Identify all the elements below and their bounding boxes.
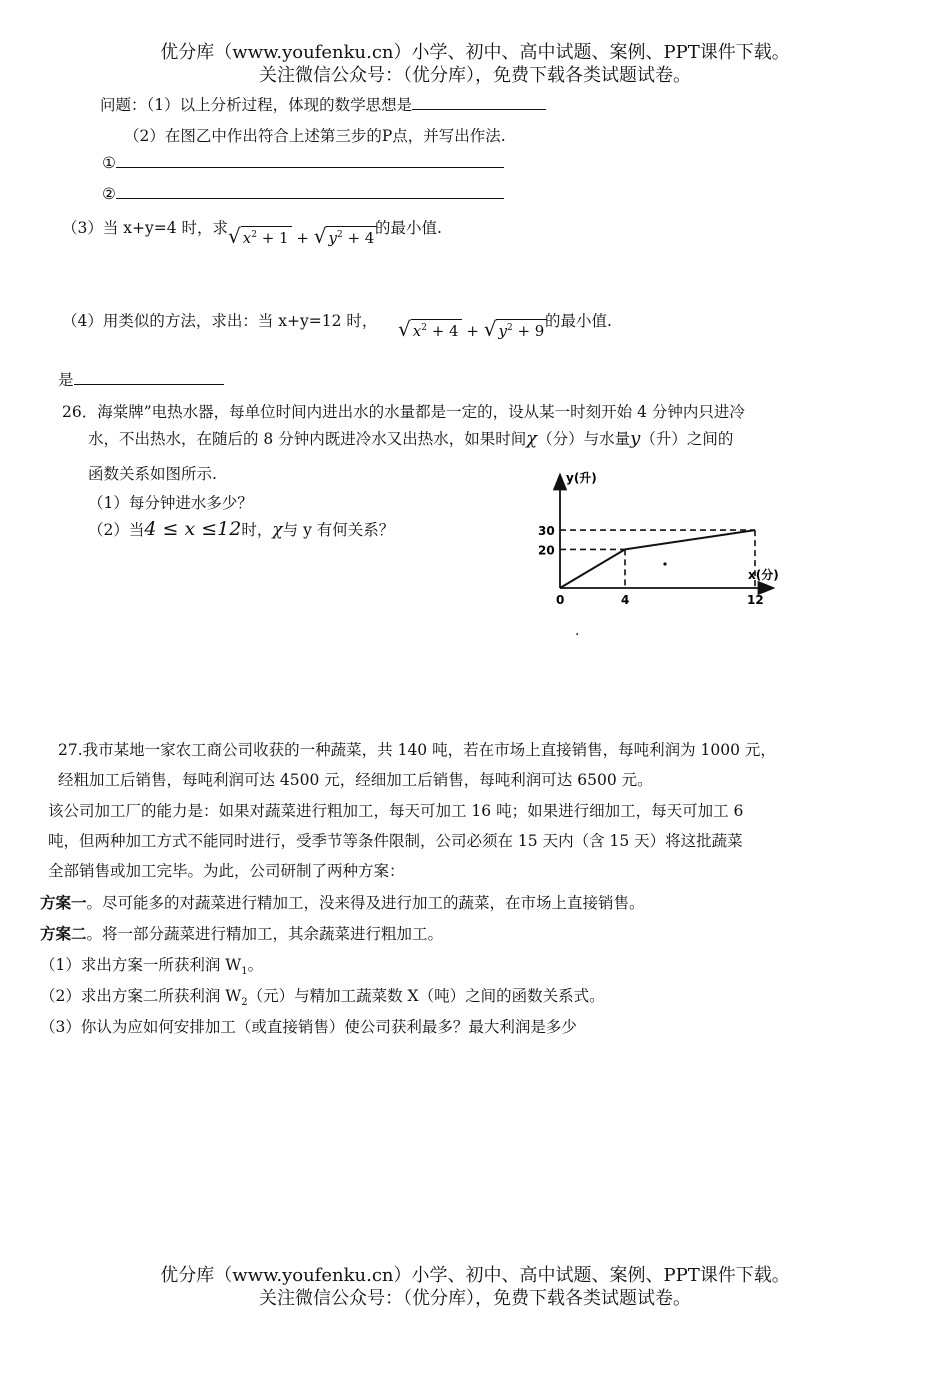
step-2-blank xyxy=(116,197,504,199)
q25-step-2 xyxy=(102,185,504,203)
q26-sub-2: （2）当4 ≤ x ≤12时，χ与 y 有何关系？ xyxy=(88,518,395,540)
variable-y: y xyxy=(630,428,641,449)
chart-caption-dot: . xyxy=(575,623,580,639)
q27-sub-3: （3）你认为应如何安排加工（或直接销售）使公司获利最多？最大利润是多少 xyxy=(40,1018,577,1036)
q27-line-1: 27.我市某地一家农工商公司收获的一种蔬菜，共 140 吨，若在市场上直接销售，每吨利润为 1000 元， xyxy=(58,741,776,759)
y-axis-label: y(升) xyxy=(566,471,597,485)
q25-answer-line xyxy=(58,368,224,390)
series-segment xyxy=(560,549,625,588)
step-2-marker: ② xyxy=(102,185,116,203)
answer-blank xyxy=(412,108,546,110)
q26-line-2: 水，不出热水，在随后的 8 分钟内既进冷水又出热水，如果时间χ（分）与水量y（升）之间的 xyxy=(88,428,734,449)
q25-sub-4: （4）用类似的方法，求出：当 x+y=12 时， xyxy=(62,312,378,330)
q25-sub-4-end: 的最小值. xyxy=(545,312,612,330)
q25-sub-2: （2）在图乙中作出符合上述第三步的P点，并写出作法. xyxy=(124,127,506,145)
x-tick-label: 4 xyxy=(621,593,630,607)
answer-prefix: 是 xyxy=(58,371,74,389)
footer-line-1: 优分库（www.youfenku.cn）小学、初中、高中试题、案例、PPT课件下载。 xyxy=(160,1265,790,1286)
plan-2-label: 方案二 xyxy=(40,924,87,943)
q25-sub-3: （3）当 x+y=4 时，求 xyxy=(62,219,229,237)
q27-line-5: 全部销售或加工完毕。为此，公司研制了两种方案： xyxy=(48,862,405,880)
q27-sub-2: （2）求出方案二所获利润 $W_2$（元）与精加工蔬菜数 X（吨）之间的函数关系式。 xyxy=(40,987,605,1009)
step-1-marker: ① xyxy=(102,154,116,172)
radical-1: √ $x^2 + 1$ xyxy=(228,226,292,247)
answer-blank-2 xyxy=(74,383,224,385)
q26-sub-1: （1）每分钟进水多少？ xyxy=(88,494,253,512)
q27-line-4: 吨，但两种加工方式不能同时进行，受季节等条件限制，公司必须在 15 天内（含 15 天）将这批蔬菜 xyxy=(48,832,743,850)
q25-sub-4-expression: √ $x^2 + 4$ + √ $y^2 + 9$ xyxy=(398,319,547,340)
q25-sub-3-expression: √ $x^2 + 1$ + √ $y^2 + 4$ xyxy=(228,226,377,247)
x-tick-label: 12 xyxy=(747,593,764,607)
y-tick-label: 30 xyxy=(538,524,555,539)
radical-2: √ $y^2 + 4$ xyxy=(314,226,378,247)
q25-intro-text: 问题：（1）以上分析过程，体现的数学思想是 xyxy=(100,96,413,114)
variable-x: χ xyxy=(526,428,538,449)
series-segment xyxy=(625,530,755,549)
y-tick-label: 20 xyxy=(538,543,555,558)
footer-line-2: 关注微信公众号：（优分库），免费下载各类试题试卷。 xyxy=(259,1288,691,1309)
condition-inequality: 4 ≤ x ≤12 xyxy=(144,518,242,540)
q27-sub-1: （1）求出方案一所获利润 $W_1$。 xyxy=(40,956,264,978)
q27-plan-1: 方案一。尽可能多的对蔬菜进行精加工，没来得及进行加工的蔬菜，在市场上直接销售。 xyxy=(40,893,645,912)
q25-step-1 xyxy=(102,154,504,172)
q25-question-intro xyxy=(100,93,546,115)
step-1-blank xyxy=(116,166,504,168)
header-line-2: 关注微信公众号：（优分库），免费下载各类试题试卷。 xyxy=(259,65,691,86)
x-axis-label: x(分) xyxy=(748,568,779,582)
q27-plan-2: 方案二。将一部分蔬菜进行精加工，其余蔬菜进行粗加工。 xyxy=(40,924,444,943)
radical-3: √ $x^2 + 4$ xyxy=(398,319,462,340)
radical-4: √ $y^2 + 9$ xyxy=(484,319,548,340)
x-tick-label: 0 xyxy=(556,593,565,607)
plan-1-label: 方案一 xyxy=(40,893,87,912)
water-volume-chart xyxy=(520,466,810,616)
q27-line-2: 经粗加工后销售，每吨利润可达 4500 元，经细加工后销售，每吨利润可达 6500 元。 xyxy=(58,771,653,789)
q25-sub-3-end: 的最小值. xyxy=(375,219,442,237)
q27-line-3: 该公司加工厂的能力是：如果对蔬菜进行粗加工，每天可加工 16 吨；如果进行细加工，每天可加工 6 xyxy=(48,802,744,820)
stray-dot xyxy=(663,562,666,565)
q26-line-1: 26．海棠牌”电热水器，每单位时间内进出水的水量都是一定的，设从某一时刻开始 4 分钟内只进冷 xyxy=(62,403,745,421)
header-line-1: 优分库（www.youfenku.cn）小学、初中、高中试题、案例、PPT课件下载。 xyxy=(160,42,790,63)
q26-line-3: 函数关系如图所示. xyxy=(88,465,217,483)
